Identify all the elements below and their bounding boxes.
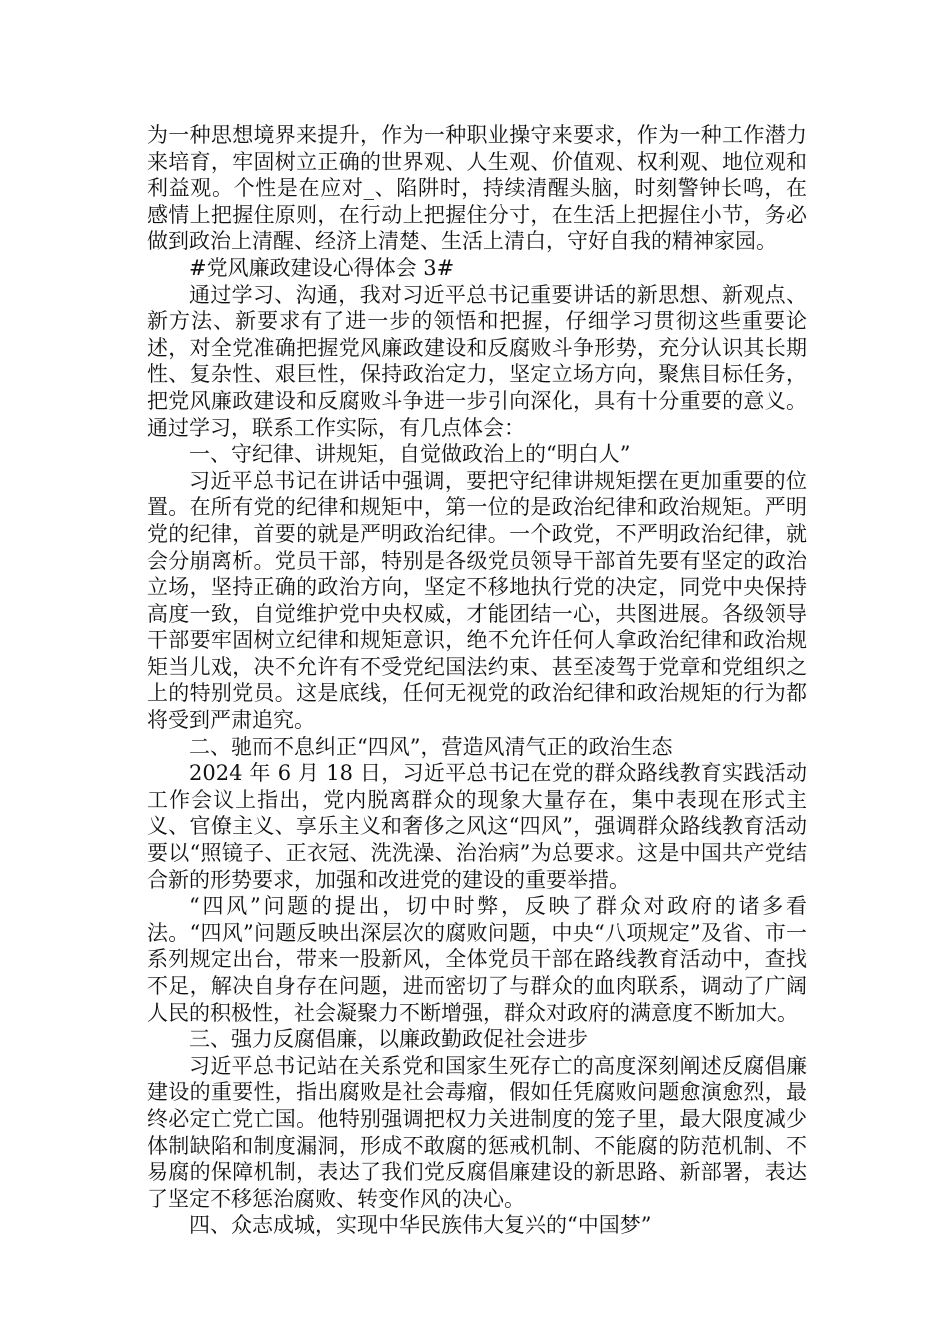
paragraph-continuation: 为一种思想境界来提升，作为一种职业操守来要求，作为一种工作潜力来培育，牢固树立正确的世界观、人生观、价值观、权利观、地位观和利益观。个性是在应对_、陷阱时，持续清醒头脑，时刻警钟长鸣，在感情上把握住原则，在行动上把握住分寸，在生活上把握住小节，务必做到政治上清醒、经济上清楚、生活上清白，守好自我的精神家园。	[147, 123, 807, 254]
paragraph-intro: 通过学习、沟通，我对习近平总书记重要讲话的新思想、新观点、新方法、新要求有了进一步的领悟和把握，仔细学习贯彻这些重要论述，对全党准确把握党风廉政建设和反腐败斗争形势，充分认识其长期性、复杂性、艰巨性，保持政治定力，坚定立场方向，聚焦目标任务，把党风廉政建设和反腐败斗争进一步引向深化，具有十分重要的意义。通过学习，联系工作实际，有几点体会：	[147, 282, 807, 440]
paragraph-mass-line: 2024 年 6 月 18 日，习近平总书记在党的群众路线教育实践活动工作会议上指出，党内脱离群众的现象大量存在，集中表现在形式主义、官僚主义、享乐主义和奢侈之风这“四风”，强调群众路线教育活动要以“照镜子、正衣冠、洗洗澡、治治病”为总要求。这是中国共产党结合新的形势要求，加强和改进党的建设的重要举措。	[147, 761, 807, 892]
section-heading-2: 二、驰而不息纠正“四风”，营造风清气正的政治生态	[189, 734, 673, 759]
paragraph-anti-corruption: 习近平总书记站在关系党和国家生死存亡的高度深刻阐述反腐倡廉建设的重要性，指出腐败是社会毒瘤，假如任凭腐败问题愈演愈烈，最终必定亡党亡国。他特别强调把权力关进制度的笼子里，最大限度减少体制缺陷和制度漏洞，形成不敢腐的惩戒机制、不能腐的防范机制、不易腐的保障机制，表达了我们党反腐倡廉建设的新思路、新部署，表达了坚定不移惩治腐败、转变作风的决心。	[147, 1053, 807, 1211]
section-heading-1: 一、守纪律、讲规矩，自觉做政治上的“明白人”	[189, 442, 631, 467]
document-page	[147, 122, 807, 1239]
section-heading-4: 四、众志成城，实现中华民族伟大复兴的“中国梦”	[189, 1213, 652, 1238]
section-heading-xinde-3: #党风廉政建设心得体会 3#	[189, 255, 455, 280]
section-heading-3: 三、强力反腐倡廉，以廉政勤政促社会进步	[189, 1027, 588, 1052]
paragraph-discipline: 习近平总书记在讲话中强调，要把守纪律讲规矩摆在更加重要的位置。在所有党的纪律和规矩中，第一位的是政治纪律和政治规矩。严明党的纪律，首要的就是严明政治纪律。一个政党，不严明政治纪律，就会分崩离析。党员干部，特别是各级党员领导干部首先要有坚定的政治立场，坚持正确的政治方向，坚定不移地执行党的决定，同党中央保持高度一致，自觉维护党中央权威，才能团结一心，共图进展。各级领导干部要牢固树立纪律和规矩意识，绝不允许任何人拿政治纪律和政治规矩当儿戏，决不允许有不受党纪国法约束、甚至凌驾于党章和党组织之上的特别党员。这是底线，任何无视党的政治纪律和政治规矩的行为都将受到严肃追究。	[147, 468, 807, 733]
paragraph-four-winds: “四风”问题的提出，切中时弊，反映了群众对政府的诸多看法。“四风”问题反映出深层次的腐败问题，中央“八项规定”及省、市一系列规定出台，带来一股新风，全体党员干部在路线教育活动中，查找不足，解决自身存在问题，进而密切了与群众的血肉联系，调动了广阔人民的积极性，社会凝聚力不断增强，群众对政府的满意度不断加大。	[147, 894, 807, 1025]
